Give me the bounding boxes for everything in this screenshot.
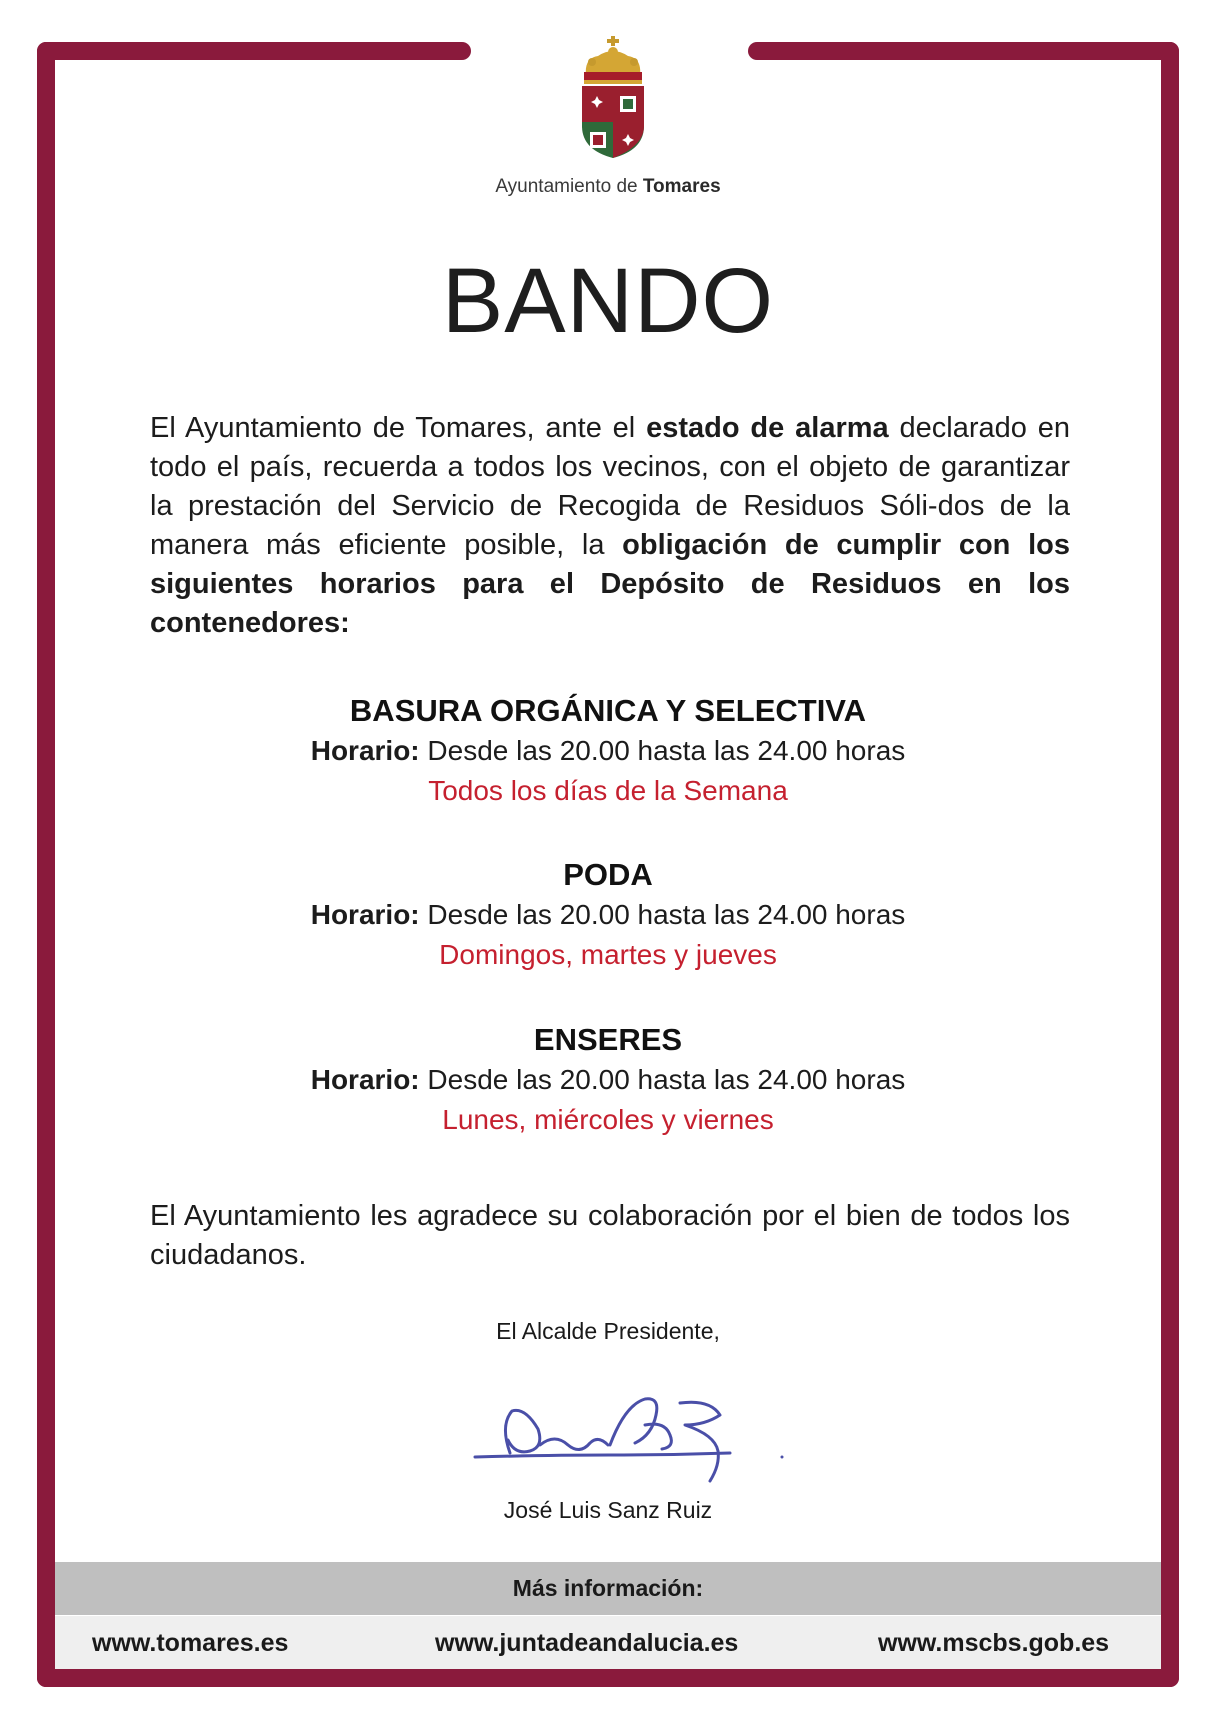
signer-role: El Alcalde Presidente, — [496, 1318, 720, 1344]
coat-of-arms-icon — [578, 36, 648, 160]
section-title: BASURA ORGÁNICA Y SELECTIVA — [349, 693, 867, 728]
section-days: Todos los días de la Semana — [428, 775, 788, 806]
section-schedule — [0, 1060, 1216, 1100]
schedule-label: Horario: — [310, 735, 420, 766]
frame-top-left-border — [37, 42, 471, 60]
handwritten-signature — [470, 1385, 800, 1505]
intro-text-1: El Ayuntamiento de Tomares, ante el — [150, 412, 647, 444]
section-title: PODA — [563, 857, 653, 892]
page-title: BANDO — [441, 250, 775, 352]
section-schedule — [0, 731, 1216, 771]
org-name-bold: Tomares — [642, 176, 721, 197]
intro-text-2: declarado en todo el país, recuerda a todos los vecinos, con el objeto de garantizar la prestación del Servicio de Recogida de Residuos Sóli-dos de la manera más eficiente posible, la — [150, 412, 1070, 561]
section-title: ENSERES — [533, 1022, 683, 1057]
link-mscbs[interactable]: www.mscbs.gob.es — [878, 1629, 1110, 1657]
schedule-time: Desde las 20.00 hasta las 24.00 horas — [419, 899, 906, 930]
schedule-label: Horario: — [310, 899, 420, 930]
signer-name: José Luis Sanz Ruiz — [503, 1497, 713, 1523]
section-days: Domingos, martes y jueves — [439, 939, 777, 970]
intro-bold-2: obligación de cumplir con los siguientes horarios para el Depósito de Residuos en los contenedores: — [150, 529, 1070, 639]
link-juntadeandalucia[interactable]: www.juntadeandalucia.es — [435, 1629, 739, 1657]
schedule-time: Desde las 20.00 hasta las 24.00 horas — [419, 735, 906, 766]
org-name — [0, 176, 1216, 198]
schedule-label: Horario: — [310, 1064, 420, 1095]
links-bar — [55, 1616, 1161, 1669]
intro-paragraph — [150, 409, 1070, 643]
frame-top-right-border — [748, 42, 1179, 60]
schedule-section-organic — [0, 691, 1216, 811]
info-bar: Más información: — [55, 1562, 1161, 1615]
intro-bold-1: estado de alarma — [646, 412, 889, 444]
schedule-time: Desde las 20.00 hasta las 24.00 horas — [419, 1064, 906, 1095]
org-prefix: Ayuntamiento de — [495, 176, 638, 197]
frame-bottom-border — [37, 1669, 1179, 1687]
schedule-section-enseres — [0, 1020, 1216, 1140]
section-schedule — [0, 895, 1216, 935]
link-tomares[interactable]: www.tomares.es — [92, 1629, 289, 1657]
closing-paragraph: El Ayuntamiento les agradece su colaboración por el bien de todos los ciudadanos. — [150, 1200, 1070, 1271]
schedule-section-poda — [0, 855, 1216, 975]
section-days: Lunes, miércoles y viernes — [442, 1104, 774, 1135]
